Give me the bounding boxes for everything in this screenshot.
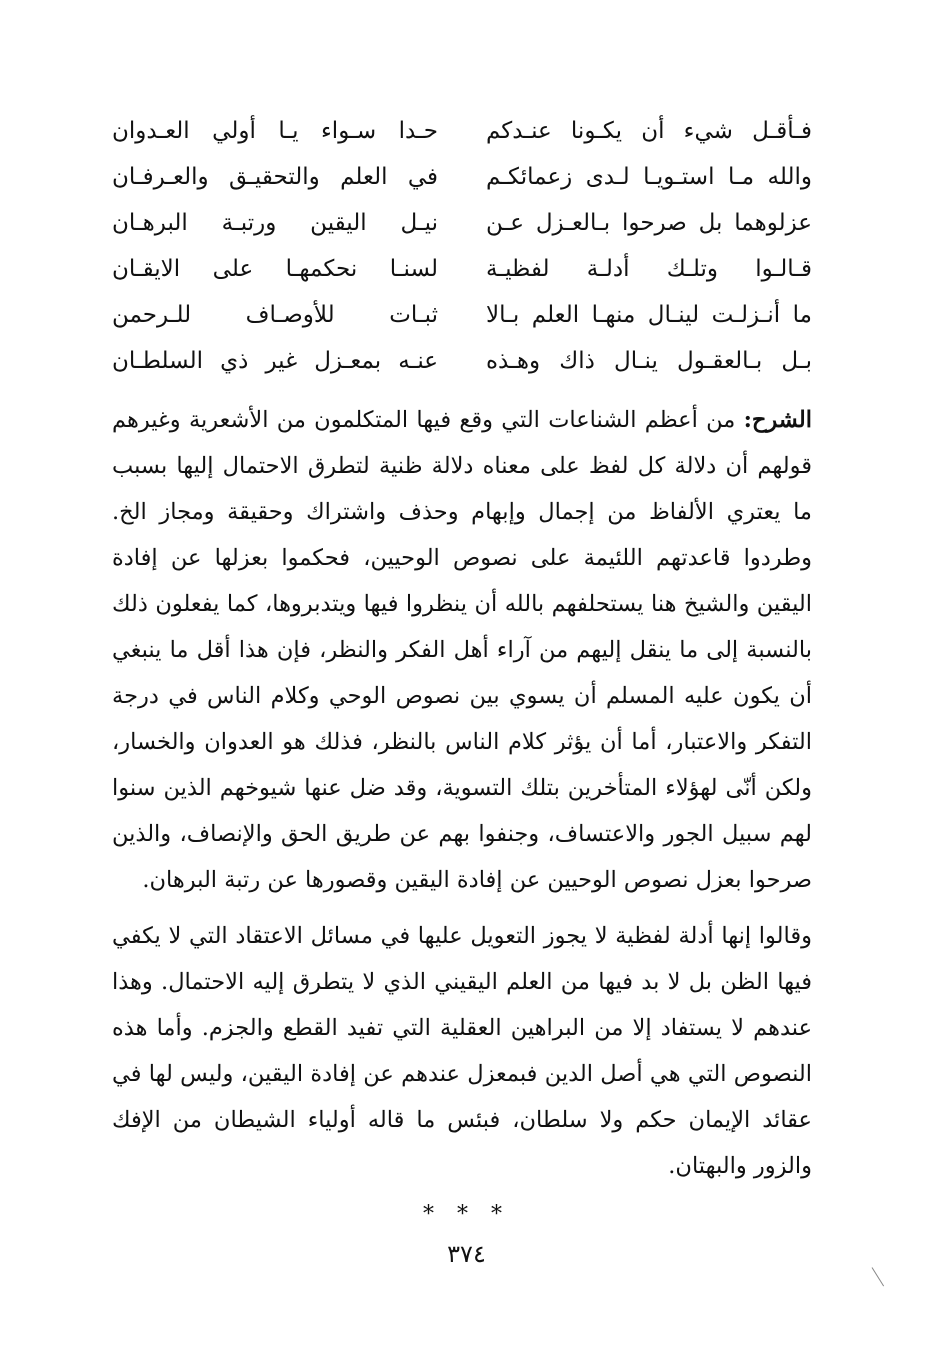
- verse-left-2: في العلم والتحقيـق والعـرفـان: [112, 164, 438, 190]
- verse-left-3: نيـل اليقين ورتبـة البرهـان: [112, 210, 438, 236]
- commentary-label: الشرح:: [743, 407, 812, 433]
- pen-mark: [872, 1267, 885, 1286]
- verse-right-5: ما أنـزلـت لينـال منهـا العلم بـالا: [486, 302, 812, 328]
- verse-right-1: فـأقـل شيء أن يكـونا عنـدكم: [486, 118, 812, 144]
- poem-verses: [112, 108, 812, 384]
- verse-left-4: لسنـا نحكمهـا على الايقـان: [112, 256, 438, 282]
- verse-right-6: بـل بـالعقـول ينـال ذاك وهـذه: [486, 348, 812, 374]
- verse-left-1: حـدا سـواء يـا أولي العـدوان: [112, 118, 438, 144]
- verse-left-5: ثبـات للأوصـاف للـرحمن: [112, 302, 438, 328]
- verse-right-2: والله مـا استـويـا لـدى زعمائكـم: [486, 164, 812, 190]
- verse-right-4: قـالـوا وتلـك أدلـة لفظيـة: [486, 256, 812, 282]
- commentary-paragraph: [112, 397, 812, 903]
- page-number: ٣٧٤: [447, 1240, 486, 1268]
- verse-right-3: عزلوهما بل صرحوا بـالعـزل عـن: [486, 210, 812, 236]
- commentary-text: من أعظم الشناعات التي وقع فيها المتكلمون من الأشعرية وغيرهم قولهم أن دلالة كل لفظ على معناه دلالة ظنية لتطرق الاحتمال إليها بسبب ما يعتري الألفاظ من إجمال وإبهام وحذف واشتراك وحقيقة ومجاز الخ. وطردوا قاعدتهم اللئيمة على نصوص الوحيين، فحكموا بعزلها عن إفادة اليقين والشيخ هنا يستحلفهم بالله أن ينظروا فيها ويتدبروها، كما يفعلون ذلك بالنسبة إلى ما ينقل إليهم من آراء أهل الفكر والنظر، فإن هذا أقل ما ينبغي أن يكون عليه المسلم أن يسوي بين نصوص الوحي وكلام الناس في درجة التفكر والاعتبار، أما أن يؤثر كلام الناس بالنظر، فذلك هو العدوان والخسار، ولكن أنّى لهؤلاء المتأخرين بتلك التسوية، وقد ضل عنها شيوخهم الذين سنوا لهم سبيل الجور والاعتساف، وجنفوا بهم عن طريق الحق والإنصاف، والذين صرحوا بعزل نصوص الوحيين عن إفادة اليقين وقصورها عن رتبة البرهان.: [112, 407, 812, 893]
- verse-left-6: عنـه بمعـزل غير ذي السلطـان: [112, 348, 438, 374]
- second-paragraph: وقالوا إنها أدلة لفظية لا يجوز التعويل عليها في مسائل الاعتقاد التي لا يكفي فيها الظن بل لا بد فيها من العلم اليقيني الذي لا يتطرق إليه الاحتمال. وهذا عندهم لا يستفاد إلا من البراهين العقلية التي تفيد القطع والجزم. وأما هذه النصوص التي هي أصل الدين فبمعزل عندهم عن إفادة اليقين، وليس لها في عقائد الإيمان حكم ولا سلطان، فبئس ما قاله أولياء الشيطان من الإفك والزور والبهتان.: [112, 923, 812, 1179]
- section-separator: * * *: [423, 1202, 510, 1227]
